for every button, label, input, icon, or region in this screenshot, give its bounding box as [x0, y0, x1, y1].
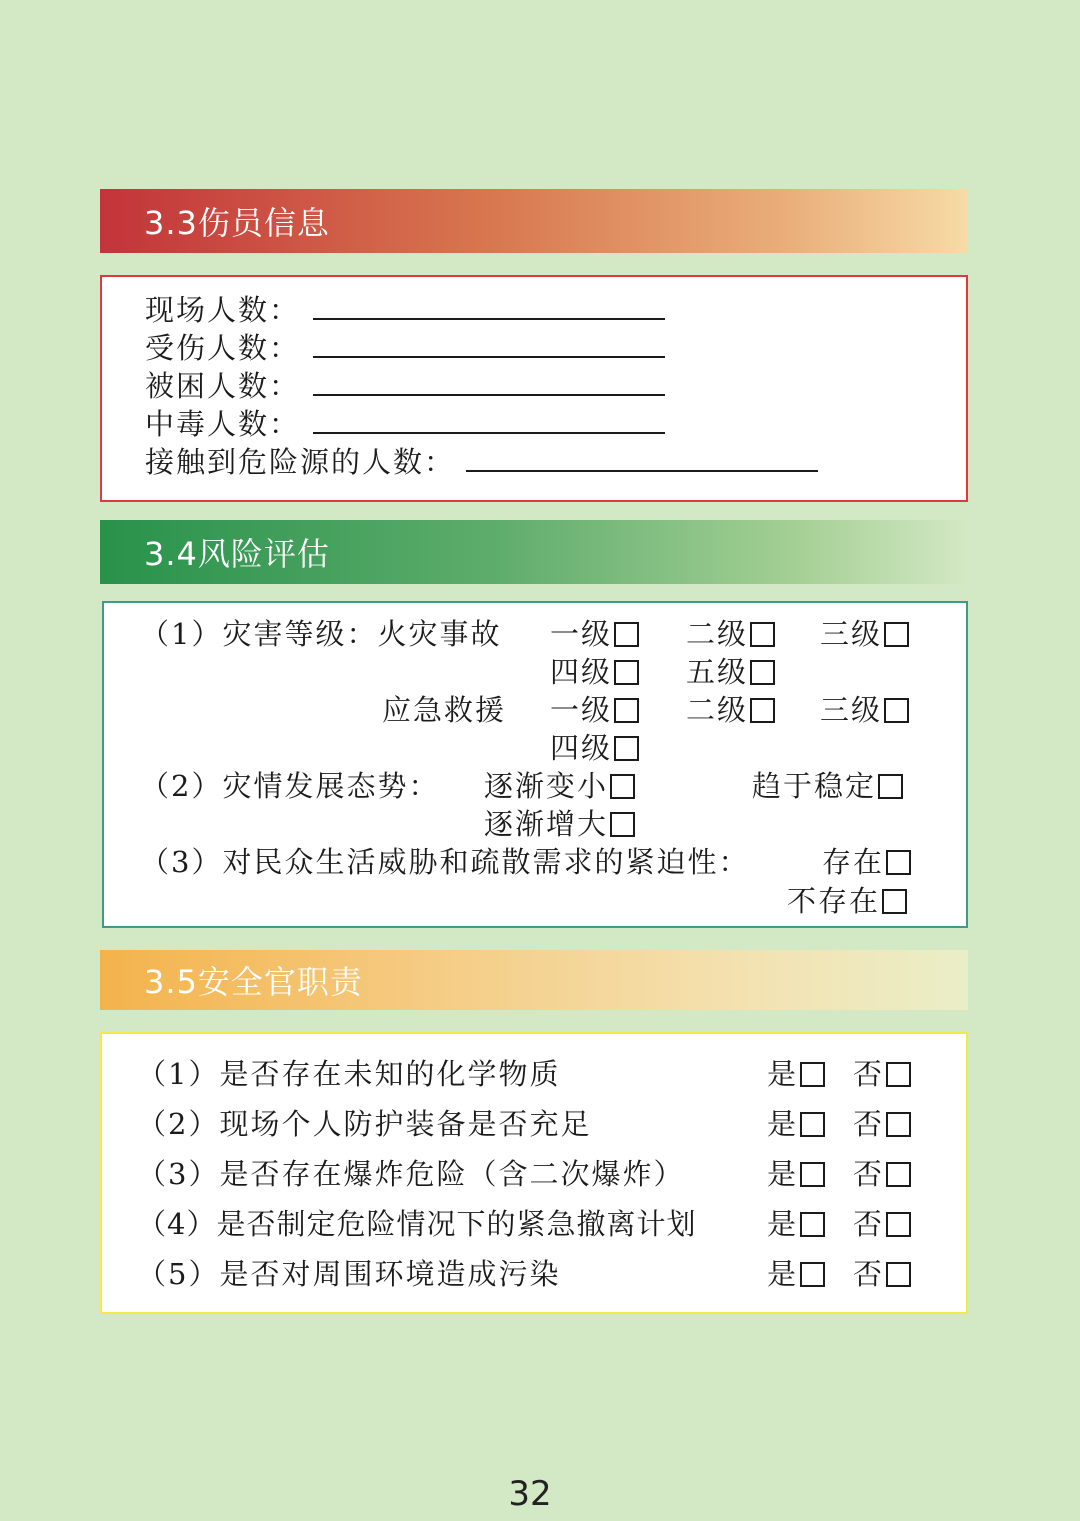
checkbox[interactable]	[886, 1162, 911, 1187]
checkbox[interactable]	[614, 660, 639, 685]
q1-disaster-level-label: （1）灾害等级：火灾事故	[140, 617, 502, 651]
q3-urgency-label: （3）对民众生活威胁和疏散需求的紧迫性：	[140, 845, 750, 879]
trend-stable-option[interactable]: 趋于稳定	[752, 768, 903, 804]
checkbox[interactable]	[800, 1212, 825, 1237]
checkbox[interactable]	[886, 1212, 911, 1237]
item-4-no-option[interactable]: 否	[853, 1206, 911, 1242]
trend-decreasing-option[interactable]: 逐渐变小	[484, 768, 635, 804]
checkbox[interactable]	[886, 1062, 911, 1087]
item-1-yes-option[interactable]: 是	[767, 1056, 825, 1092]
checkbox[interactable]	[884, 622, 909, 647]
exposed-count-field[interactable]	[466, 470, 818, 472]
checkbox[interactable]	[800, 1112, 825, 1137]
safety-item-4-label: （4）是否制定危险情况下的紧急撤离计划	[137, 1207, 697, 1241]
section-header-risk-assessment: 3.4风险评估	[100, 520, 968, 584]
field-label-trapped-count: 被困人数：	[145, 369, 301, 403]
checkbox[interactable]	[882, 889, 907, 914]
checkbox[interactable]	[878, 774, 903, 799]
field-label-injured-count: 受伤人数：	[145, 331, 301, 365]
section-header-safety-officer: 3.5安全官职责	[100, 950, 968, 1010]
urgency-not-exists-option[interactable]: 不存在	[787, 883, 907, 919]
safety-item-3-label: （3）是否存在爆炸危险（含二次爆炸）	[137, 1157, 685, 1191]
checkbox[interactable]	[800, 1162, 825, 1187]
item-5-no-option[interactable]: 否	[853, 1256, 911, 1292]
item-5-yes-option[interactable]: 是	[767, 1256, 825, 1292]
urgency-exists-option[interactable]: 存在	[822, 844, 911, 880]
emergency-rescue-label: 应急救援	[382, 693, 507, 727]
checkbox[interactable]	[886, 1112, 911, 1137]
trapped-count-field[interactable]	[313, 394, 665, 396]
fire-level-1-option[interactable]: 一级	[550, 616, 639, 652]
poisoned-count-field[interactable]	[313, 432, 665, 434]
checkbox[interactable]	[800, 1262, 825, 1287]
fire-level-2-option[interactable]: 二级	[686, 616, 775, 652]
checkbox[interactable]	[614, 622, 639, 647]
checkbox[interactable]	[750, 660, 775, 685]
rescue-level-2-option[interactable]: 二级	[686, 692, 775, 728]
checkbox[interactable]	[800, 1062, 825, 1087]
safety-item-5-label: （5）是否对周围环境造成污染	[137, 1257, 561, 1291]
q2-trend-label: （2）灾情发展态势：	[140, 769, 440, 803]
checkbox[interactable]	[884, 698, 909, 723]
item-4-yes-option[interactable]: 是	[767, 1206, 825, 1242]
fire-level-5-option[interactable]: 五级	[686, 654, 775, 690]
onsite-count-field[interactable]	[313, 318, 665, 320]
field-label-onsite-count: 现场人数：	[145, 293, 301, 327]
checkbox[interactable]	[886, 850, 911, 875]
rescue-level-1-option[interactable]: 一级	[550, 692, 639, 728]
injured-count-field[interactable]	[313, 356, 665, 358]
checkbox[interactable]	[614, 698, 639, 723]
page-number: 32	[508, 1474, 552, 1514]
fire-level-3-option[interactable]: 三级	[820, 616, 909, 652]
field-label-exposed-count: 接触到危险源的人数：	[145, 445, 456, 479]
safety-item-2-label: （2）现场个人防护装备是否充足	[137, 1107, 592, 1141]
section-header-injury-info: 3.3伤员信息	[100, 189, 968, 253]
item-2-no-option[interactable]: 否	[853, 1106, 911, 1142]
item-3-yes-option[interactable]: 是	[767, 1156, 825, 1192]
rescue-level-4-option[interactable]: 四级	[550, 730, 639, 766]
rescue-level-3-option[interactable]: 三级	[820, 692, 909, 728]
item-2-yes-option[interactable]: 是	[767, 1106, 825, 1142]
trend-increasing-option[interactable]: 逐渐增大	[484, 806, 635, 842]
item-1-no-option[interactable]: 否	[853, 1056, 911, 1092]
item-3-no-option[interactable]: 否	[853, 1156, 911, 1192]
checkbox[interactable]	[610, 774, 635, 799]
fire-level-4-option[interactable]: 四级	[550, 654, 639, 690]
checkbox[interactable]	[614, 736, 639, 761]
checkbox[interactable]	[750, 622, 775, 647]
field-label-poisoned-count: 中毒人数：	[145, 407, 301, 441]
checkbox[interactable]	[886, 1262, 911, 1287]
checkbox[interactable]	[750, 698, 775, 723]
checkbox[interactable]	[610, 812, 635, 837]
safety-item-1-label: （1）是否存在未知的化学物质	[137, 1057, 561, 1091]
